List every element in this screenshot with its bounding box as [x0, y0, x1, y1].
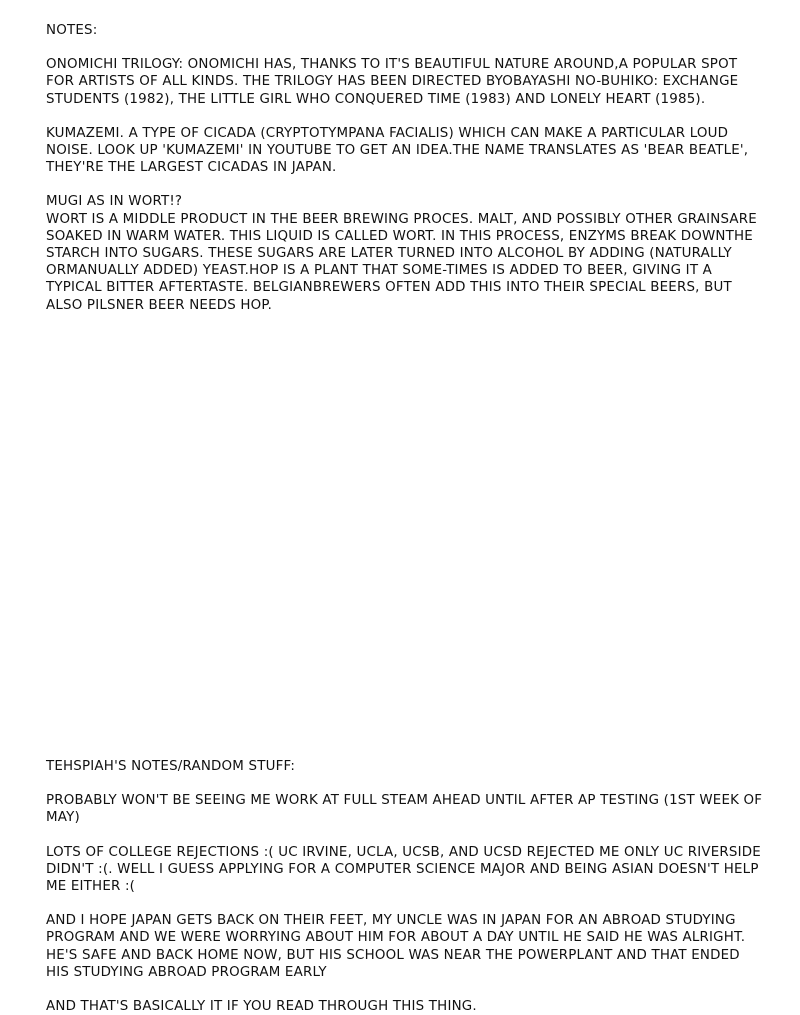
closing-note: AND THAT'S BASICALLY IT IF YOU READ THROUGH THIS THING.: [46, 999, 477, 1015]
random-stuff-heading: TEHSPIAH'S NOTES/RANDOM STUFF:: [46, 759, 296, 774]
notes-heading: NOTES:: [46, 23, 98, 38]
random-stuff-section: [46, 758, 766, 1015]
mugi-note-title: MUGI AS IN WORT!?: [46, 194, 183, 210]
notes-section: [46, 22, 766, 314]
kumazemi-note: KUMAZEMI. A TYPE OF CICADA (CRYPTOTYMPANA FACIALIS) WHICH CAN MAKE A PARTICULAR LOUD NOISE. LOOK UP 'KUMAZEMI' IN YOUTUBE TO GET AN IDEA.THE NAME TRANSLATES AS 'BEAR BEATLE', THEY'RE THE LARGEST CICADAS IN JAPAN.: [46, 125, 749, 176]
japan-note: AND I HOPE JAPAN GETS BACK ON THEIR FEET, MY UNCLE WAS IN JAPAN FOR AN ABROAD STUDYING PROGRAM AND WE WERE WORRYING ABOUT HIM FOR ABOUT A DAY UNTIL HE SAID HE WAS ALRIGHT. HE'S SAFE AND BACK HOME NOW, BUT HIS SCHOOL WAS NEAR THE POWERPLANT AND THAT ENDED HIS STUDYING ABROAD PROGRAM EARLY: [46, 913, 746, 980]
mugi-note-body: WORT IS A MIDDLE PRODUCT IN THE BEER BREWING PROCES. MALT, AND POSSIBLY OTHER GRAINSARE SOAKED IN WARM WATER. THIS LIQUID IS CALLED WORT. IN THIS PROCESS, ENZYMS BREAK DOWNTHE STARCH INTO SUGARS. THESE SUGARS ARE LATER TURNED INTO ALCOHOL BY ADDING (NATURALLY ORMANUALLY ADDED) YEAST.HOP IS A PLANT THAT SOME-TIMES IS ADDED TO BEER, GIVING IT A TYPICAL BITTER AFTERTASTE. BELGIANBREWERS OFTEN ADD THIS INTO THEIR SPECIAL BEERS, BUT ALSO PILSNER BEER NEEDS HOP.: [46, 211, 757, 313]
ap-testing-note: PROBABLY WON'T BE SEEING ME WORK AT FULL STEAM AHEAD UNTIL AFTER AP TESTING (1ST WEEK OF MAY): [46, 793, 763, 826]
onomichi-note: ONOMICHI TRILOGY: ONOMICHI HAS, THANKS TO IT'S BEAUTIFUL NATURE AROUND,A POPULAR SPOT FOR ARTISTS OF ALL KINDS. THE TRILOGY HAS BEEN DIRECTED BYOBAYASHI NO-BUHIKO: EXCHANGE STUDENTS (1982), THE LITTLE GIRL WHO CONQUERED TIME (1983) AND LONELY HEART (1985).: [46, 57, 739, 107]
college-note: LOTS OF COLLEGE REJECTIONS :( UC IRVINE, UCLA, UCSB, AND UCSD REJECTED ME ONLY UC RIVERSIDE DIDN'T :(. WELL I GUESS APPLYING FOR A COMPUTER SCIENCE MAJOR AND BEING ASIAN DOESN'T HELP ME EITHER :(: [46, 844, 761, 895]
